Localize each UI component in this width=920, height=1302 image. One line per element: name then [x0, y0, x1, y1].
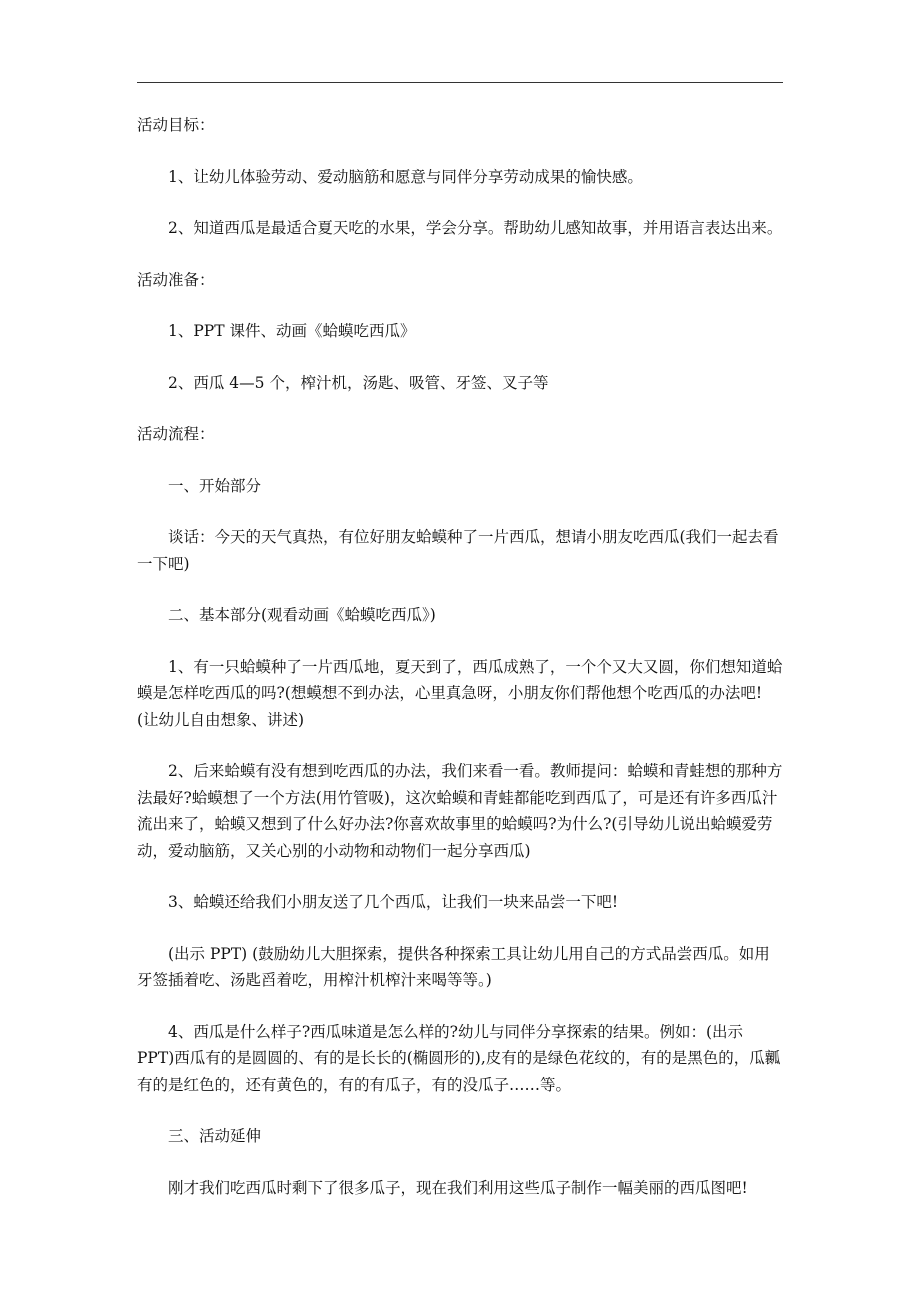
header-rule [137, 82, 783, 83]
section-3-title: 三、活动延伸 [168, 1127, 262, 1145]
objective-item-2: 2、知道西瓜是最适合夏天吃的水果，学会分享。帮助幼儿感知故事，并用语言表达出来。 [168, 219, 783, 237]
section-1-talk: 谈话：今天的天气真热，有位好朋友蛤蟆种了一片西瓜，想请小朋友吃西瓜(我们一起去看一下吧) [137, 528, 779, 573]
preparation-heading: 活动准备： [137, 270, 215, 289]
section-2-paragraph-5: 4、西瓜是什么样子?西瓜味道是怎么样的?幼儿与同伴分享探索的结果。例如：(出示 PPT)西瓜有的是圆圆的、有的是长长的(椭圆形的),皮有的是绿色花纹的，有的是黑色的，瓜瓤有的是红色的，还有黄色的，有的有瓜子，有的没瓜子……等。 [137, 1022, 781, 1094]
objective-item-1: 1、让幼儿体验劳动、爱动脑筋和愿意与同伴分享劳动成果的愉快感。 [168, 167, 643, 186]
preparation-item-2: 2、西瓜 4—5 个，榨汁机，汤匙、吸管、牙签、叉子等 [168, 373, 549, 392]
section-1-title: 一、开始部分 [168, 476, 262, 495]
objectives-heading: 活动目标： [137, 116, 215, 134]
section-3-paragraph-1: 刚才我们吃西瓜时剩下了很多瓜子，现在我们利用这些瓜子制作一幅美丽的西瓜图吧! [168, 1178, 748, 1197]
section-2-title: 二、基本部分(观看动画《蛤蟆吃西瓜》) [168, 606, 436, 624]
section-2-paragraph-3: 3、蛤蟆还给我们小朋友送了几个西瓜，让我们一块来品尝一下吧! [168, 893, 619, 911]
section-2-paragraph-2: 2、后来蛤蟆有没有想到吃西瓜的办法，我们来看一看。教师提问：蛤蟆和青蛙想的那种方法最好?蛤蟆想了一个方法(用竹管吸)，这次蛤蟆和青蛙都能吃到西瓜了，可是还有许多西瓜汁流出来了，蛤蟆又想到了什么好办法?你喜欢故事里的蛤蟆吗?为什么?(引导幼儿说出蛤蟆爱劳动，爱动脑筋，又关心别的小动物和动物们一起分享西瓜) [137, 762, 783, 860]
section-2-paragraph-4: (出示 PPT) (鼓励幼儿大胆探索，提供各种探索工具让幼儿用自己的方式品尝西瓜。如用牙签插着吃、汤匙舀着吃，用榨汁机榨汁来喝等等。) [137, 944, 770, 989]
preparation-item-1: 1、PPT 课件、动画《蛤蟆吃西瓜》 [168, 322, 416, 340]
process-heading: 活动流程： [137, 425, 215, 443]
document-body [137, 112, 783, 1201]
section-2-paragraph-1: 1、有一只蛤蟆种了一片西瓜地，夏天到了，西瓜成熟了，一个个又大又圆，你们想知道蛤蟆是怎样吃西瓜的吗?(想蟆想不到办法，心里真急呀，小朋友你们帮他想个吃西瓜的办法吧!(让幼儿自由想象、讲述) [137, 657, 783, 729]
